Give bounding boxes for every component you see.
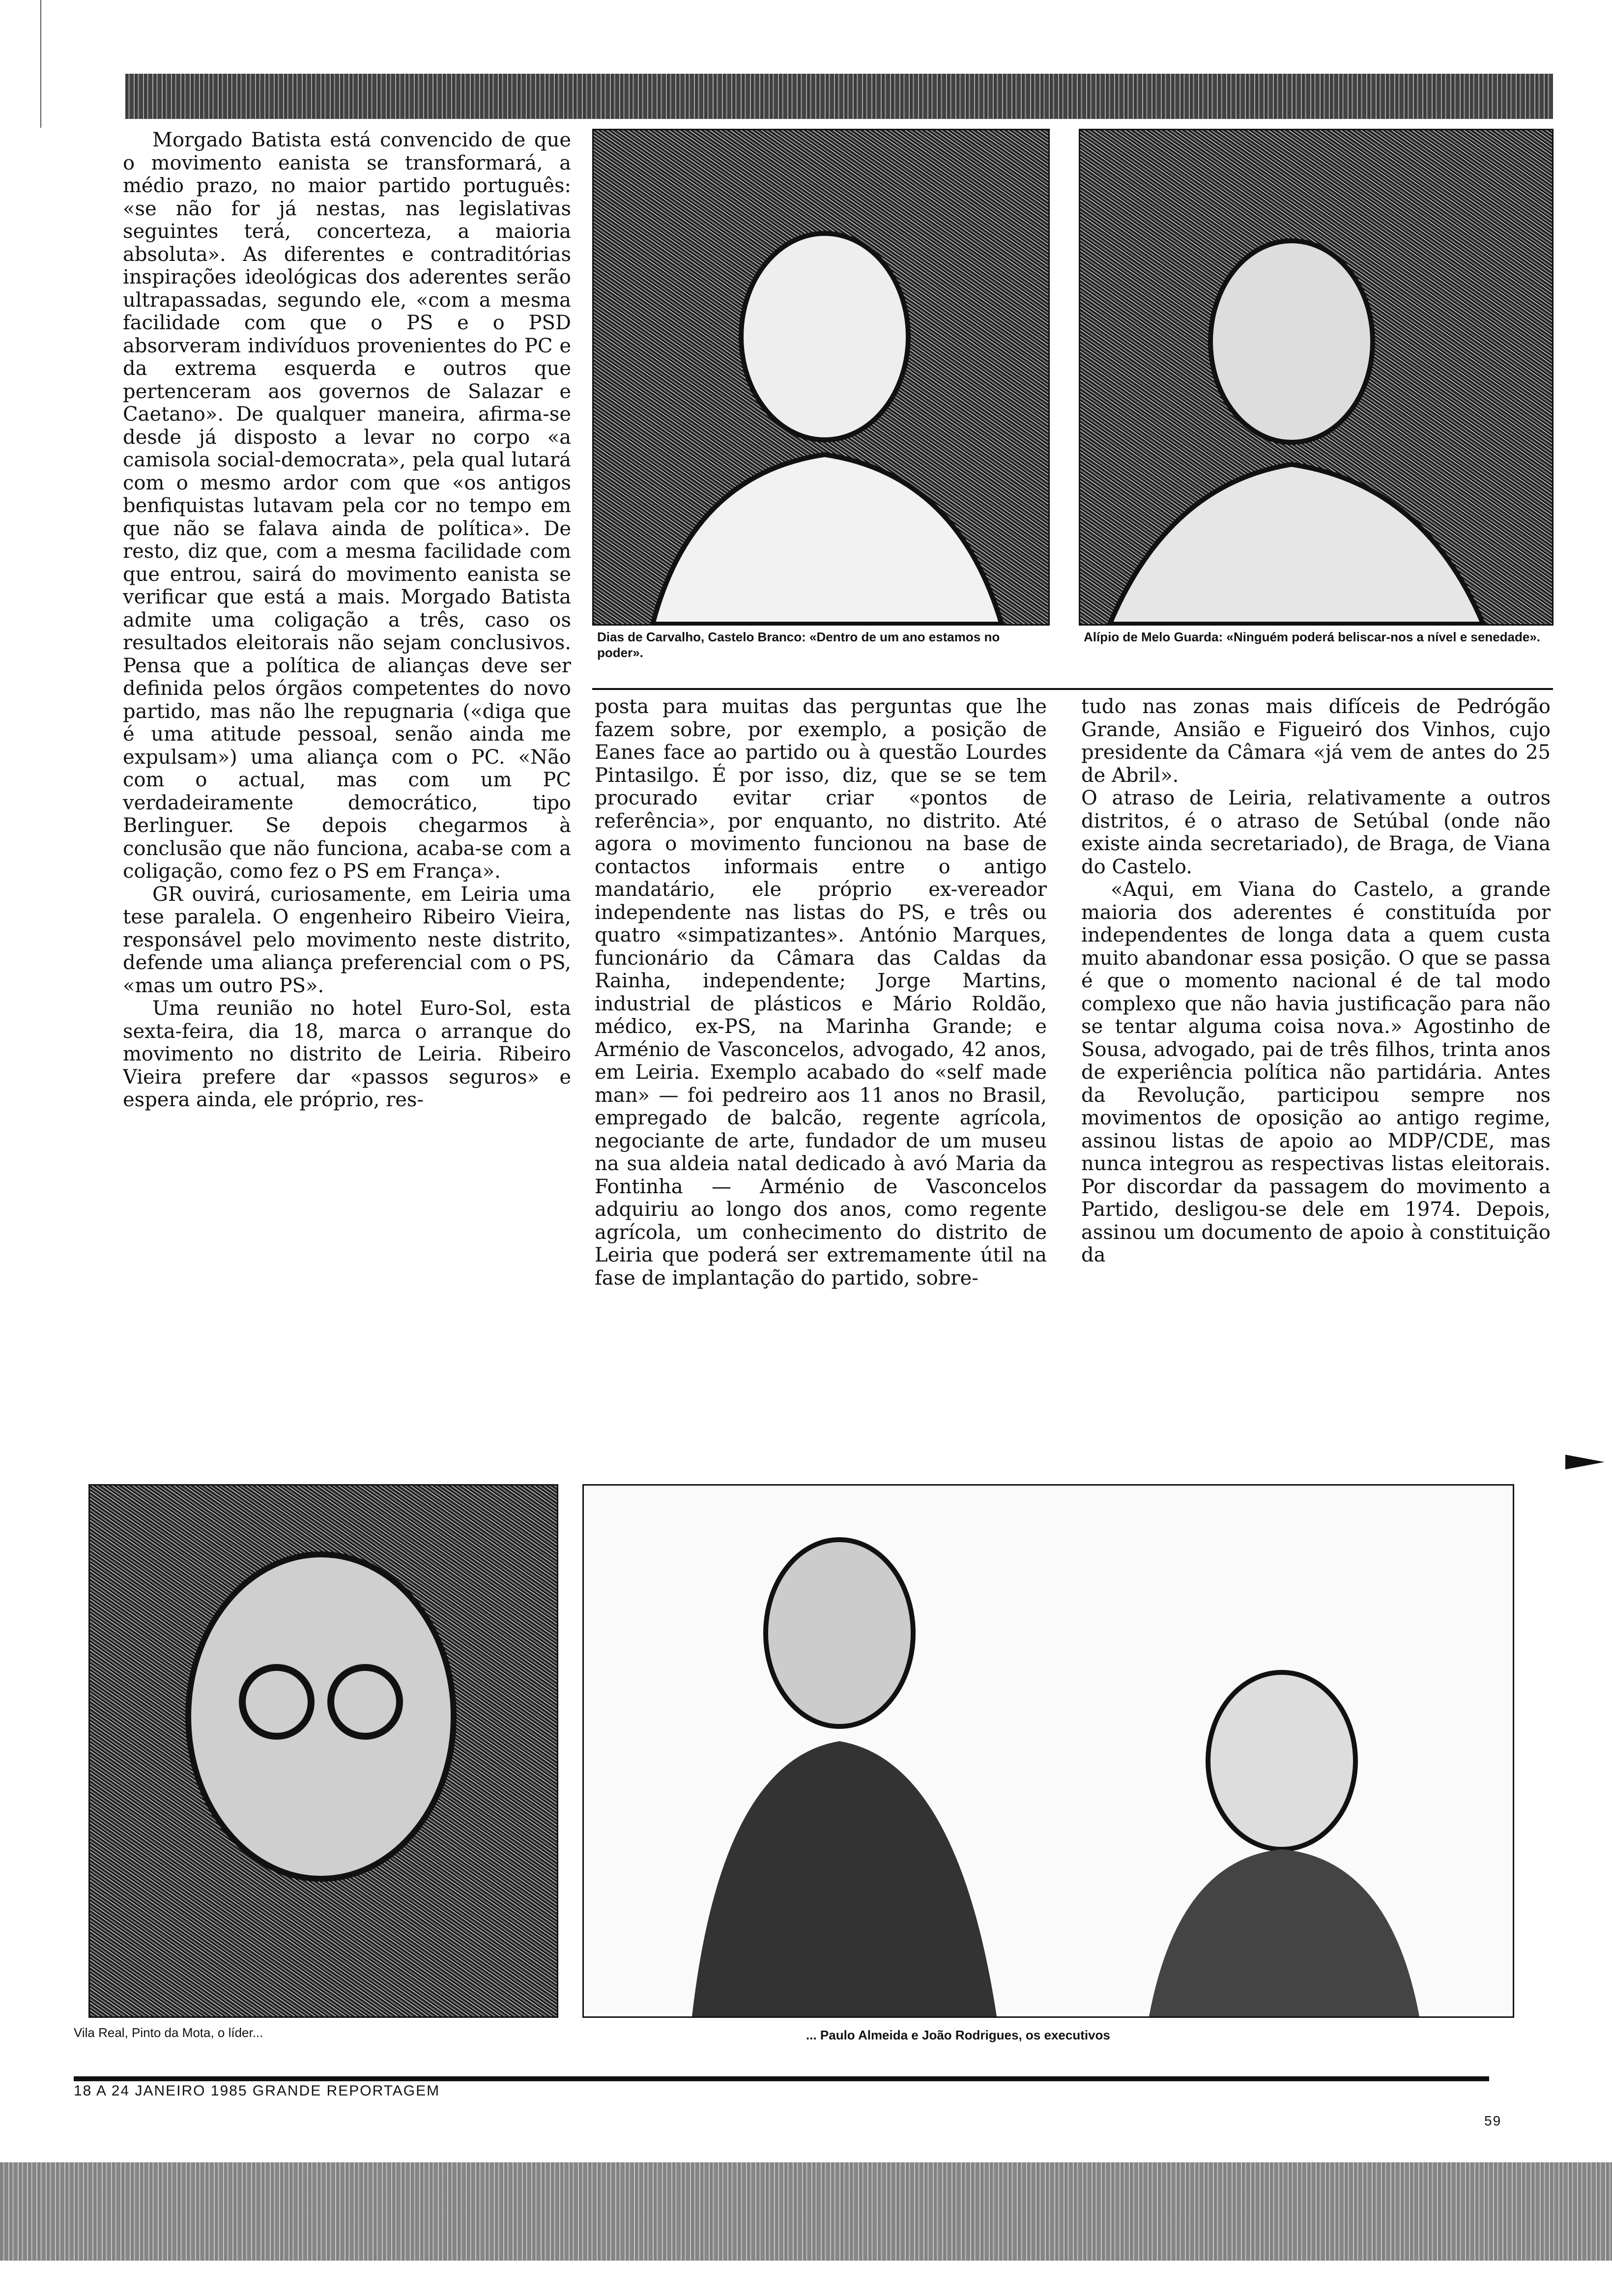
portrait-figure [594,130,1048,624]
caption-photo-bottom-right: ... Paulo Almeida e João Rodrigues, os executivos [806,2028,1110,2042]
footer-rule [74,2076,1489,2081]
photo-pinto-da-mota [88,1484,558,2018]
column3-paragraph: «Aqui, em Viana do Castelo, a grande maioria dos aderentes é constituída por independentes de longa data a quem custa muito abandonar essa posição. O que se passa é que o momento nacional é de tal modo complexo que não havia justificação para não se tentar alguma coisa nova.» Agostinho de Sousa, advogado, pai de três filhos, trinta anos de experiência política não partidária. Antes da Revolução, participou sempre nos movimentos de oposição ao antigo regime, assinou listas de apoio ao MDP/CDE, mas nunca integrou as respectivas listas eleitorais. Por discordar da passagem do movimento a Partido, desligou-se dele em 1974. Depois, assinou um documento de apoio à constituição da [1081,878,1551,1266]
two-figures [584,1486,1513,2016]
column1-paragraph: Uma reunião no hotel Euro-Sol, esta sexta-feira, dia 18, marca o arranque do movimento no distrito de Leiria. Ribeiro Vieira prefere dar «passos seguros» e espera ainda, ele próprio, res- [123,997,571,1111]
caption-divider-rule [592,688,1553,690]
page-number: 59 [1484,2113,1502,2128]
column2-paragraph: posta para muitas das perguntas que lhe fazem sobre, por exemplo, a posição de Eanes face ao partido ou à questão Lourdes Pintasilgo. É por isso, diz, que se se tem procurado evitar criar «pontos de referência», por enquanto, no distrito. Até agora o movimento funcionou na base de contactos informais entre o antigo mandatário, ele próprio ex-vereador independente nas listas do PS, e três ou quatro «simpatizantes». António Marques, funcionário da Câmara das Caldas da Rainha, independente; Jorge Martins, industrial de plásticos e Mário Roldão, médico, ex-PS, na Marinha Grande; e Arménio de Vasconcelos, advogado, 42 anos, em Leiria. Exemplo acabado do «self made man» — foi pedreiro aos 11 anos no Brasil, empregado de balcão, regente agrícola, negociante de arte, fundador de um museu na sua aldeia natal dedicado à avó Maria da Fontinha — Arménio de Vasconcelos adquiriu ao longo dos anos, como regente agrícola, um conhecimento do distrito de Leiria que poderá ser extremamente útil na fase de implantação do partido, sobre- [595,695,1047,1290]
article-column-1 [123,129,571,1436]
continue-arrow-icon [1565,1450,1605,1474]
portrait-figure [1080,130,1552,624]
column3-paragraph: tudo nas zonas mais difíceis de Pedrógão Grande, Ansião e Figueiró dos Vinhos, cujo presidente da Câmara «já vem de antes do 25 de Abril». [1081,695,1551,787]
bottom-decorative-band [0,2162,1612,2261]
column3-paragraph: O atraso de Leiria, relativamente a outros distritos, é o atraso de Setúbal (onde não existe ainda secretariado), de Braga, de Viana do Castelo. [1081,787,1551,878]
photo-alipio-de-melo [1079,129,1554,626]
footer-date-section: 18 A 24 JANEIRO 1985 GRANDE REPORTAGEM [74,2083,440,2099]
article-column-2 [595,695,1047,1437]
article-column-3 [1081,695,1551,1437]
caption-photo-top-right: Alípio de Melo Guarda: «Ninguém poderá beliscar-nos a nível e senedade». [1084,630,1541,644]
column1-paragraph: Morgado Batista está convencido de que o movimento eanista se transformará, a médio prazo, no maior partido português: «se não for já nestas, nas legislativas seguintes terá, concerteza, a maioria absoluta». As diferentes e contraditórias inspirações ideológicas dos aderentes serão ultrapassadas, segundo ele, «com a mesma facilidade com que o PS e o PSD absorveram indivíduos provenientes do PC e da extrema esquerda e outros que pertenceram aos governos de Salazar e Caetano». De qualquer maneira, afirma-se desde já disposto a levar no corpo «a camisola social-democrata», pela qual lutará com o mesmo ardor com que «os antigos benfiquistas lutavam pela cor no tempo em que não se falava ainda de política». De resto, diz que, com a mesma facilidade com que entrou, sairá do movimento eanista se verificar que está a mais. Morgado Batista admite uma coligação a três, caso os resultados eleitorais não sejam conclusivos. Pensa que a política de alianças deve ser definida pelos órgãos competentes do novo partido, mas não lhe repugnaria («diga que é uma atitude pessoal, senão ainda me expulsam») uma aliança com o PC. «Não com o actual, mas com um PC verdadeiramente democrático, tipo Berlinguer. Se depois chegarmos à conclusão que não funciona, acaba-se com a coligação, como fez o PS em França». [123,129,571,883]
column1-paragraph: GR ouvirá, curiosamente, em Leiria uma tese paralela. O engenheiro Ribeiro Vieira, responsável pelo movimento neste distrito, defende uma aliança preferencial com o PS, «mas um outro PS». [123,883,571,997]
portrait-figure [90,1486,557,2016]
photo-paulo-almeida-joao-rodrigues [582,1484,1514,2018]
top-decorative-band [125,74,1553,119]
photo-dias-de-carvalho [592,129,1050,626]
top-left-margin-line [40,0,41,128]
caption-photo-top-left: Dias de Carvalho, Castelo Branco: «Dentro de um ano estamos no poder». [597,630,1000,660]
caption-photo-bottom-left: Vila Real, Pinto da Mota, o líder... [74,2025,263,2040]
